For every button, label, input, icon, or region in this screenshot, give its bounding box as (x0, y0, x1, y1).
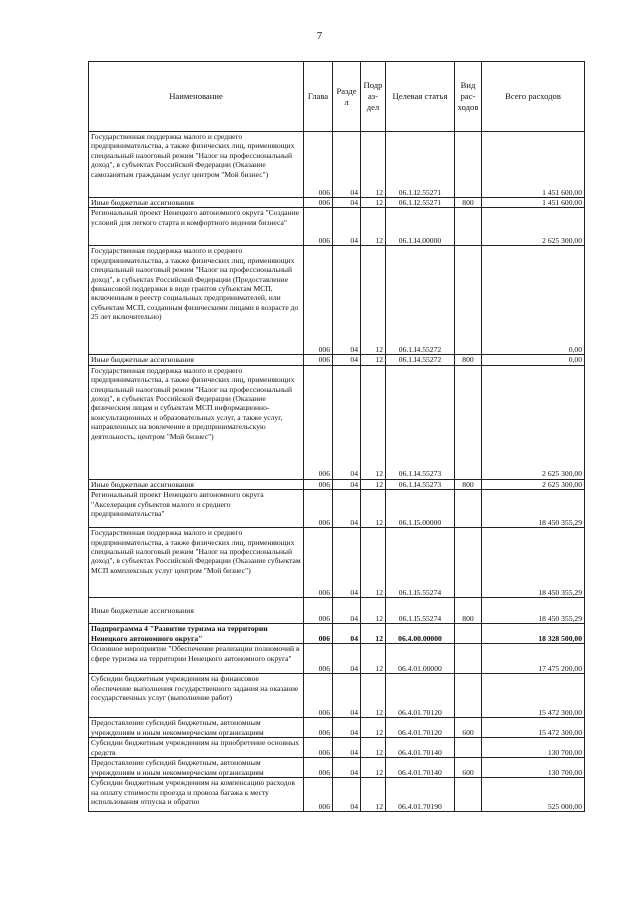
cell-vid (455, 132, 482, 198)
cell-name: Иные бюджетные ассигнования (89, 355, 304, 365)
cell-podrazdel: 12 (361, 738, 386, 758)
cell-razdel: 04 (333, 198, 361, 208)
cell-podrazdel: 12 (361, 758, 386, 778)
cell-target: 06.1.I2.55271 (386, 132, 455, 198)
cell-total: 18 328 500,00 (482, 624, 585, 644)
cell-glava: 006 (304, 365, 333, 479)
cell-podrazdel: 12 (361, 198, 386, 208)
cell-razdel: 04 (333, 674, 361, 718)
cell-podrazdel: 12 (361, 598, 386, 624)
cell-target: 06.4.01.70120 (386, 674, 455, 718)
cell-name: Субсидии бюджетным учреждениям на компенсацию расходов на оплату стоимости проезда и провоза багажа к месту использования отпуска и обратно (89, 778, 304, 812)
cell-vid (455, 674, 482, 718)
cell-name: Государственная поддержка малого и среднего предпринимательства, а также физических лиц, применяющих специальный налоговый режим "Налог на профессиональный доход", в субъектах Российской Федерации (Оказание самозанятым гражданам услуг центром "Мой бизнес") (89, 132, 304, 198)
cell-glava: 006 (304, 598, 333, 624)
cell-name: Региональный проект Ненецкого автономного округа "Акселерация субъектов малого и среднего предпринимательства" (89, 490, 304, 528)
table-row (89, 738, 585, 758)
table-row (89, 208, 585, 246)
cell-glava: 006 (304, 355, 333, 365)
cell-target: 06.1.I4.00000 (386, 208, 455, 246)
table-row (89, 479, 585, 489)
table-row (89, 718, 585, 738)
cell-name: Основное мероприятие "Обеспечение реализации полномочий в сфере туризма на территории Ненецкого автономного округа" (89, 644, 304, 674)
cell-glava: 006 (304, 490, 333, 528)
cell-glava: 006 (304, 758, 333, 778)
cell-target: 06.1.I2.55271 (386, 198, 455, 208)
cell-total: 18 450 355,29 (482, 490, 585, 528)
cell-glava: 006 (304, 246, 333, 355)
cell-podrazdel: 12 (361, 365, 386, 479)
cell-name: Государственная поддержка малого и среднего предпринимательства, а также физических лиц, применяющих специальный налоговый режим "Налог на профессиональный доход", в субъектах Российской Федерации (Оказание физическим лицам и субъектам МСП информационно-консультационных и образовательных услуг, а также услуг, направленных на вовлечение в предпринимательскую деятельность, центром "Мой бизнес") (89, 365, 304, 479)
cell-razdel: 04 (333, 758, 361, 778)
header-row (89, 62, 585, 132)
cell-total: 2 625 300,00 (482, 479, 585, 489)
cell-razdel: 04 (333, 355, 361, 365)
table-row (89, 674, 585, 718)
cell-glava: 006 (304, 208, 333, 246)
cell-target: 06.4.01.70120 (386, 718, 455, 738)
cell-razdel: 04 (333, 365, 361, 479)
table-row (89, 624, 585, 644)
cell-podrazdel: 12 (361, 479, 386, 489)
table-row (89, 198, 585, 208)
cell-vid (455, 778, 482, 812)
cell-glava: 006 (304, 132, 333, 198)
cell-total: 1 451 600,00 (482, 132, 585, 198)
cell-podrazdel: 12 (361, 778, 386, 812)
cell-vid: 800 (455, 198, 482, 208)
cell-razdel: 04 (333, 644, 361, 674)
cell-name: Иные бюджетные ассигнования (89, 479, 304, 489)
cell-total: 0,00 (482, 246, 585, 355)
cell-total: 525 000,00 (482, 778, 585, 812)
table-row (89, 778, 585, 812)
cell-total: 2 625 300,00 (482, 208, 585, 246)
header-vid: Вид рас- ходов (455, 62, 482, 132)
cell-glava: 006 (304, 778, 333, 812)
cell-name: Субсидии бюджетным учреждениям на финансовое обеспечение выполнения государственного задания на оказание государственных услуг (выполнение работ) (89, 674, 304, 718)
cell-target: 06.4.01.70190 (386, 778, 455, 812)
cell-razdel: 04 (333, 132, 361, 198)
cell-total: 18 450 355,29 (482, 598, 585, 624)
cell-podrazdel: 12 (361, 355, 386, 365)
cell-razdel: 04 (333, 718, 361, 738)
cell-target: 06.1.I4.55272 (386, 246, 455, 355)
cell-target: 06.1.I4.55273 (386, 365, 455, 479)
cell-total: 2 625 300,00 (482, 365, 585, 479)
cell-target: 06.4.01.70140 (386, 738, 455, 758)
cell-podrazdel: 12 (361, 528, 386, 598)
cell-name: Предоставление субсидий бюджетным, автономным учреждениям и иным некоммерческим организациям (89, 758, 304, 778)
cell-vid (455, 208, 482, 246)
cell-glava: 006 (304, 644, 333, 674)
cell-podrazdel: 12 (361, 208, 386, 246)
cell-razdel: 04 (333, 246, 361, 355)
table-row (89, 528, 585, 598)
cell-target: 06.4.01.00000 (386, 644, 455, 674)
cell-podrazdel: 12 (361, 490, 386, 528)
table-row (89, 355, 585, 365)
cell-target: 06.1.I4.55272 (386, 355, 455, 365)
table-row (89, 132, 585, 198)
cell-podrazdel: 12 (361, 674, 386, 718)
cell-vid (455, 738, 482, 758)
cell-name: Иные бюджетные ассигнования (89, 598, 304, 624)
cell-podrazdel: 12 (361, 246, 386, 355)
header-name: Наименование (89, 62, 304, 132)
cell-name: Субсидии бюджетным учреждениям на приобретение основных средств (89, 738, 304, 758)
header-razdel: Разде л (333, 62, 361, 132)
cell-name: Государственная поддержка малого и среднего предпринимательства, а также физических лиц, применяющих специальный налоговый режим "Налог на профессиональный доход", в субъектах Российской Федерации (Оказание субъектам МСП комплексных услуг центром "Мой бизнес") (89, 528, 304, 598)
page-number: 7 (316, 30, 323, 42)
cell-podrazdel: 12 (361, 132, 386, 198)
header-podrazdel: Подр аз- дел (361, 62, 386, 132)
cell-vid (455, 490, 482, 528)
table-row (89, 598, 585, 624)
table-row (89, 644, 585, 674)
cell-glava: 006 (304, 718, 333, 738)
cell-vid: 600 (455, 758, 482, 778)
cell-total: 15 472 300,00 (482, 718, 585, 738)
table-row (89, 490, 585, 528)
cell-razdel: 04 (333, 624, 361, 644)
cell-glava: 006 (304, 198, 333, 208)
cell-razdel: 04 (333, 598, 361, 624)
cell-vid (455, 365, 482, 479)
cell-vid (455, 528, 482, 598)
budget-table (88, 61, 585, 812)
cell-target: 06.1.I5.55274 (386, 598, 455, 624)
cell-name: Предоставление субсидий бюджетным, автономным учреждениям и иным некоммерческим организациям (89, 718, 304, 738)
cell-vid: 800 (455, 598, 482, 624)
cell-total: 1 451 600,00 (482, 198, 585, 208)
cell-total: 17 475 200,00 (482, 644, 585, 674)
cell-glava: 006 (304, 738, 333, 758)
header-total: Всего расходов (482, 62, 585, 132)
cell-vid (455, 624, 482, 644)
cell-razdel: 04 (333, 778, 361, 812)
cell-total: 18 450 355,29 (482, 528, 585, 598)
cell-total: 130 700,00 (482, 738, 585, 758)
cell-name: Подпрограмма 4 "Развитие туризма на территории Ненецкого автономного округа" (89, 624, 304, 644)
cell-target: 06.1.I5.55274 (386, 528, 455, 598)
cell-podrazdel: 12 (361, 718, 386, 738)
cell-vid (455, 246, 482, 355)
cell-vid: 600 (455, 718, 482, 738)
table-row (89, 758, 585, 778)
cell-name: Региональный проект Ненецкого автономного округа "Создание условий для легкого старта и комфортного ведения бизнеса" (89, 208, 304, 246)
cell-name: Иные бюджетные ассигнования (89, 198, 304, 208)
cell-glava: 006 (304, 624, 333, 644)
cell-vid: 800 (455, 355, 482, 365)
cell-total: 15 472 300,00 (482, 674, 585, 718)
cell-razdel: 04 (333, 738, 361, 758)
cell-razdel: 04 (333, 479, 361, 489)
cell-vid: 800 (455, 479, 482, 489)
header-celevaya: Целевая статья (386, 62, 455, 132)
table-row (89, 246, 585, 355)
cell-target: 06.1.I4.55273 (386, 479, 455, 489)
cell-name: Государственная поддержка малого и среднего предпринимательства, а также физических лиц, применяющих специальный налоговый режим "Налог на профессиональный доход", в субъектах Российской Федерации (Предоставление финансовой поддержки в виде грантов субъектам МСП, включенным в реестр социальных предпринимателей, или субъектам МСП, созданным физическими лицами в возрасте до 25 лет включительно) (89, 246, 304, 355)
table-row (89, 365, 585, 479)
cell-glava: 006 (304, 479, 333, 489)
cell-razdel: 04 (333, 528, 361, 598)
cell-glava: 006 (304, 528, 333, 598)
cell-target: 06.1.I5.00000 (386, 490, 455, 528)
cell-vid (455, 644, 482, 674)
cell-target: 06.4.01.70140 (386, 758, 455, 778)
cell-total: 130 700,00 (482, 758, 585, 778)
cell-razdel: 04 (333, 208, 361, 246)
cell-podrazdel: 12 (361, 644, 386, 674)
header-glava: Глава (304, 62, 333, 132)
cell-razdel: 04 (333, 490, 361, 528)
cell-glava: 006 (304, 674, 333, 718)
cell-total: 0,00 (482, 355, 585, 365)
cell-podrazdel: 12 (361, 624, 386, 644)
cell-target: 06.4.00.00000 (386, 624, 455, 644)
